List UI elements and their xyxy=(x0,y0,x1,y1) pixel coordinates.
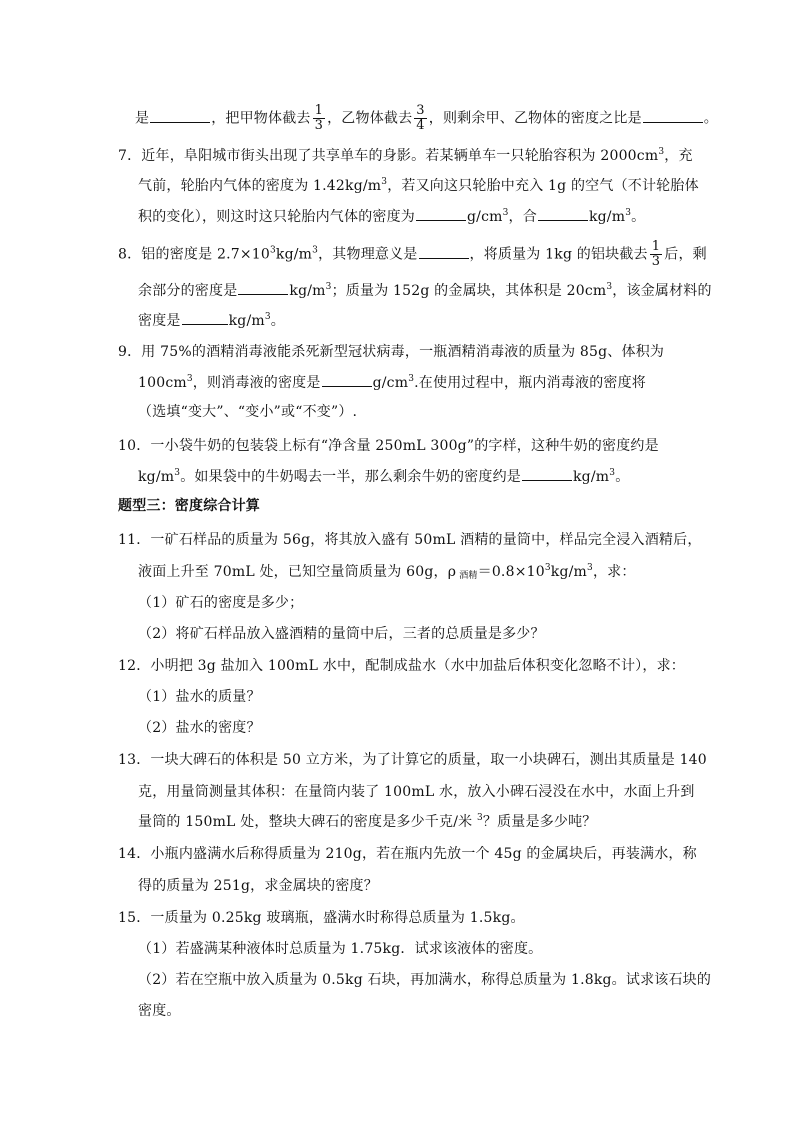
text: ，将质量为 1kg 的铝块截去 xyxy=(469,246,648,263)
superscript: 3 xyxy=(606,282,613,292)
superscript: 3 xyxy=(186,374,193,384)
text: ，若又向这只轮胎中充入 1g 的空气（不计轮胎体 xyxy=(387,178,699,194)
fraction-numerator: 3 xyxy=(416,103,425,118)
text: （选填“变大”、“变小”或“不变”）. xyxy=(138,404,358,420)
text: ，把甲物体截去 xyxy=(211,110,311,127)
q8-line-1 xyxy=(118,240,707,269)
q14-line-2: 得的质量为 251g，求金属块的密度？ xyxy=(138,878,378,894)
text: kg/m xyxy=(588,209,626,225)
answer-blank[interactable] xyxy=(322,372,372,387)
section-heading: 题型三：密度综合计算 xyxy=(118,498,260,514)
fraction-numerator: 1 xyxy=(651,239,661,254)
q13-line-3 xyxy=(138,812,597,832)
q9-line-3 xyxy=(138,402,357,422)
text: 积的变化），则这时这只轮胎内气体的密度为 xyxy=(138,209,415,225)
q14-line-1: 14．小瓶内盛满水后称得质量为 210g，若在瓶内先放一个 45g 的金属块后，再装满水，称 xyxy=(118,846,697,862)
text: ；质量为 152g 的金属块，其体积是 20cm xyxy=(331,283,607,299)
q8-line-2 xyxy=(138,280,712,301)
superscript: 3 xyxy=(625,208,632,218)
text: ，求： xyxy=(592,564,636,580)
q11-line-1 xyxy=(118,530,702,550)
q15-part-2-cont: 密度。 xyxy=(138,1003,181,1019)
q10-line-1 xyxy=(118,436,659,456)
text: ＝0.8×10 xyxy=(477,564,545,580)
text: ，则消毒液的密度是 xyxy=(192,375,321,391)
fraction-denominator: 4 xyxy=(416,118,425,133)
text: ，乙物体截去 xyxy=(327,110,413,127)
answer-blank[interactable] xyxy=(416,206,466,221)
text: 10．一小袋牛奶的包装袋上标有“净含量 250mL 300g”的字样，这种牛奶的密度约是 xyxy=(118,438,659,454)
q7-line-1 xyxy=(118,146,693,166)
text: 。 xyxy=(615,469,630,485)
superscript: 3 xyxy=(658,147,665,157)
superscript: 3 xyxy=(476,813,483,823)
superscript: 3 xyxy=(325,282,332,292)
text: .在使用过程中，瓶内消毒液的密度将 xyxy=(414,375,646,391)
text: g/cm xyxy=(467,209,503,225)
text: 密度是 xyxy=(138,313,181,329)
q7-line-2 xyxy=(138,176,699,196)
text: 100cm xyxy=(138,375,187,391)
q12-part-2: （2）盐水的密度？ xyxy=(138,720,261,736)
text: g/cm xyxy=(372,375,409,391)
q12-line-1: 12．小明把 3g 盐加入 100mL 水中，配制成盐水（水中加盐后体积变化忽略不计），求： xyxy=(118,658,685,674)
q15-part-2: （2）若在空瓶中放入质量为 0.5kg 石块，再加满水，称得总质量为 1.8kg。试求该石块的 xyxy=(138,972,712,988)
text: 。 xyxy=(631,209,646,225)
superscript: 3 xyxy=(587,563,593,573)
q12-part-1: （1）盐水的质量？ xyxy=(138,689,261,705)
superscript: 3 xyxy=(174,468,181,478)
answer-blank[interactable] xyxy=(238,280,288,295)
text: 。如果袋中的牛奶喝去一半，那么剩余牛奶的密度约是 xyxy=(180,469,521,485)
answer-blank[interactable] xyxy=(150,108,210,123)
text: kg/m xyxy=(289,283,326,299)
text: kg/m xyxy=(138,469,175,485)
q9-line-2 xyxy=(138,372,646,393)
q15-part-1: （1）若盛满某种液体时总质量为 1.75kg．试求该液体的密度。 xyxy=(138,941,543,957)
text: ，该金属材料的 xyxy=(612,283,712,299)
fraction-numerator: 1 xyxy=(314,103,324,118)
text: 是 xyxy=(135,110,150,127)
text: 。 xyxy=(270,313,285,329)
q8-line-3 xyxy=(138,310,285,331)
q11-line-2 xyxy=(138,562,636,582)
q11-part-2: （2）将矿石样品放入盛酒精的量筒中后，三者的总质量是多少？ xyxy=(138,626,545,642)
fraction xyxy=(414,104,426,133)
q15-line-1: 15．一质量为 0.25kg 玻璃瓶，盛满水时称得总质量为 1.5kg。 xyxy=(118,910,525,926)
q13-line-2: 克，用量筒测量其体积：在量筒内装了 100mL 水，放入小碑石浸没在水中，水面上升到 xyxy=(138,784,695,800)
text: 气前，轮胎内气体的密度为 1.42kg/m xyxy=(138,178,382,194)
text: 后，剩 xyxy=(664,246,707,263)
text: kg/m xyxy=(228,313,265,329)
answer-blank[interactable] xyxy=(182,310,228,325)
fraction xyxy=(650,240,662,269)
superscript: 3 xyxy=(502,208,509,218)
text: 余部分的密度是 xyxy=(138,283,238,299)
fraction-denominator: 3 xyxy=(651,254,661,269)
text: ，充 xyxy=(664,148,693,164)
text: 。 xyxy=(703,110,718,127)
q6-line-1 xyxy=(135,104,718,133)
superscript: 3 xyxy=(264,312,271,322)
answer-blank[interactable] xyxy=(419,244,469,259)
fraction-denominator: 3 xyxy=(314,118,324,133)
text: ，合 xyxy=(508,209,537,225)
answer-blank[interactable] xyxy=(643,108,703,123)
text: 8．铝的密度是 2.7×10 xyxy=(118,246,270,263)
text: 量筒的 150mL 处，整块大碑石的密度是多少千克/米 xyxy=(138,814,477,830)
q9-line-1 xyxy=(118,342,664,362)
text: 7．近年，阜阳城市街头出现了共享单车的身影。若某辆单车一只轮胎容积为 2000cm xyxy=(118,148,659,164)
q10-line-2 xyxy=(138,466,629,487)
text: ，其物理意义是 xyxy=(318,246,418,263)
fraction xyxy=(313,104,325,133)
text: kg/m xyxy=(550,564,588,580)
superscript: 3 xyxy=(408,374,415,384)
superscript: 3 xyxy=(381,177,388,187)
superscript: 3 xyxy=(312,245,319,256)
q7-line-3 xyxy=(138,206,645,227)
text: 9．用 75%的酒精消毒液能杀死新型冠状病毒，一瓶酒精消毒液的质量为 85g、体积为 xyxy=(118,344,665,360)
text: ？质量是多少吨？ xyxy=(482,814,597,830)
q13-line-1: 13．一块大碑石的体积是 50 立方米，为了计算它的质量，取一小块碑石，测出其质量是 140 xyxy=(118,752,707,768)
q11-part-1: （1）矿石的密度是多少； xyxy=(138,595,304,611)
text: 液面上升至 70mL 处，已知空量筒质量为 60g，ρ xyxy=(138,564,457,580)
answer-blank[interactable] xyxy=(522,466,572,481)
superscript: 3 xyxy=(269,245,276,256)
text: ，则剩余甲、乙物体的密度之比是 xyxy=(428,110,642,127)
text: kg/m xyxy=(573,469,610,485)
text: kg/m xyxy=(275,246,313,263)
superscript: 3 xyxy=(544,563,551,573)
answer-blank[interactable] xyxy=(538,206,588,221)
text: 11．一矿石样品的质量为 56g，将其放入盛有 50mL 酒精的量筒中，样品完全浸入酒精后， xyxy=(118,532,702,548)
subscript: 酒精 xyxy=(456,571,478,581)
superscript: 3 xyxy=(609,468,616,478)
